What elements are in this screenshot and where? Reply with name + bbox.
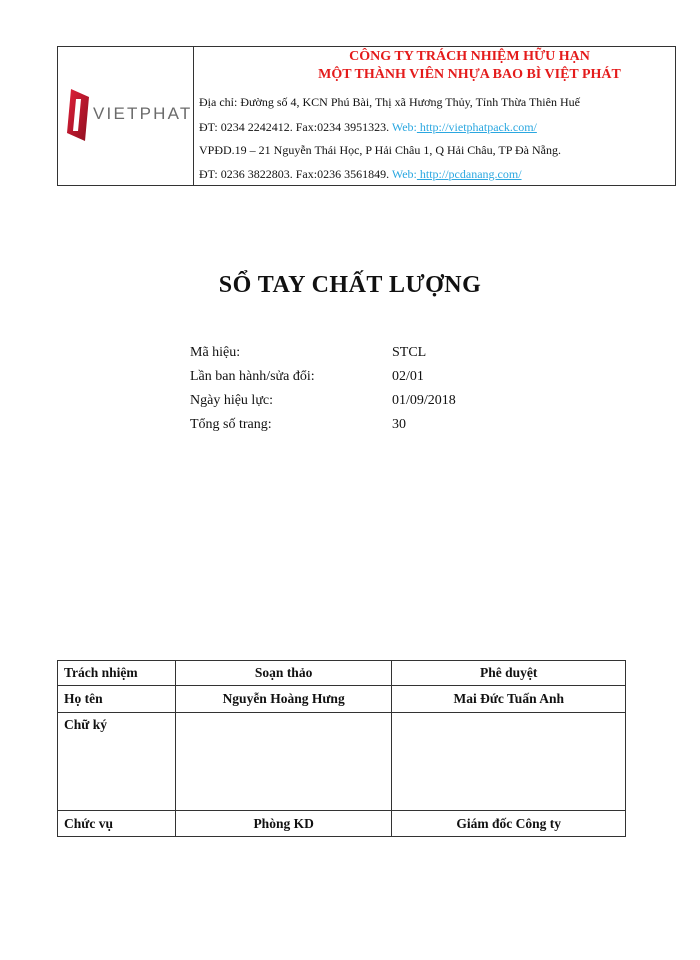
letterhead-table xyxy=(57,46,676,186)
row-label: Chức vụ xyxy=(58,811,176,837)
table-row-name xyxy=(58,686,626,713)
meta-row-page-count xyxy=(190,417,490,441)
office-line: VPĐD.19 – 21 Nguyễn Thái Học, P Hải Châu 1, Q Hải Châu, TP Đà Nẵng. xyxy=(199,143,561,157)
contact-line-1 xyxy=(199,120,537,135)
address-line: Địa chỉ: Đường số 4, KCN Phú Bài, Thị xã Hương Thủy, Tỉnh Thừa Thiên Huế xyxy=(199,95,580,109)
vietphat-logo-icon xyxy=(67,89,89,141)
company-name-line2: MỘT THÀNH VIÊN NHỰA BAO BÌ VIỆT PHÁT xyxy=(318,67,621,82)
phone-fax-2: ĐT: 0236 3822803. Fax:0236 3561849. xyxy=(199,167,392,181)
table-row-signature xyxy=(58,713,626,811)
web-link-pcdanang[interactable]: http://pcdanang.com/ xyxy=(416,167,522,181)
company-name xyxy=(194,48,675,84)
web-link-vietphatpack[interactable]: http://vietphatpack.com/ xyxy=(416,120,537,134)
web-label-2: Web: xyxy=(391,167,417,181)
meta-label: Tổng số trang: xyxy=(190,417,272,432)
meta-value: 02/01 xyxy=(392,369,424,384)
meta-label: Ngày hiệu lực: xyxy=(190,393,274,408)
meta-value: STCL xyxy=(392,345,427,360)
web-label-1: Web: xyxy=(391,120,417,134)
table-cell: Mai Đức Tuấn Anh xyxy=(392,686,626,713)
table-header-row xyxy=(58,661,626,686)
meta-label: Mã hiệu: xyxy=(190,345,241,360)
meta-value: 30 xyxy=(392,417,406,432)
contact-line-2 xyxy=(199,167,522,182)
company-name-line1: CÔNG TY TRÁCH NHIỆM HỮU HẠN xyxy=(349,49,590,64)
document-title: SỔ TAY CHẤT LƯỢNG xyxy=(218,272,482,298)
row-label: Chữ ký xyxy=(58,713,176,811)
company-info xyxy=(194,47,675,185)
approval-table xyxy=(57,660,626,837)
row-label: Họ tên xyxy=(58,686,176,713)
document-metadata xyxy=(190,345,490,441)
meta-label: Lần ban hành/sửa đổi: xyxy=(190,369,315,384)
meta-row-effective-date xyxy=(190,393,490,417)
logo-cell xyxy=(58,47,194,185)
phone-fax-1: ĐT: 0234 2242412. Fax:0234 3951323. xyxy=(199,120,392,134)
header-cell: Phê duyệt xyxy=(392,661,626,686)
table-cell: Phòng KD xyxy=(175,811,392,837)
meta-row-revision xyxy=(190,369,490,393)
header-cell: Soạn thảo xyxy=(175,661,392,686)
table-cell: Nguyễn Hoàng Hưng xyxy=(175,686,392,713)
table-row-position xyxy=(58,811,626,837)
logo-wordmark: VIETPHAT xyxy=(93,104,193,123)
meta-value: 01/09/2018 xyxy=(392,393,456,408)
meta-row-code xyxy=(190,345,490,369)
header-cell: Trách nhiệm xyxy=(58,661,176,686)
signature-cell-approver xyxy=(392,713,626,811)
signature-cell-drafter xyxy=(175,713,392,811)
table-cell: Giám đốc Công ty xyxy=(392,811,626,837)
